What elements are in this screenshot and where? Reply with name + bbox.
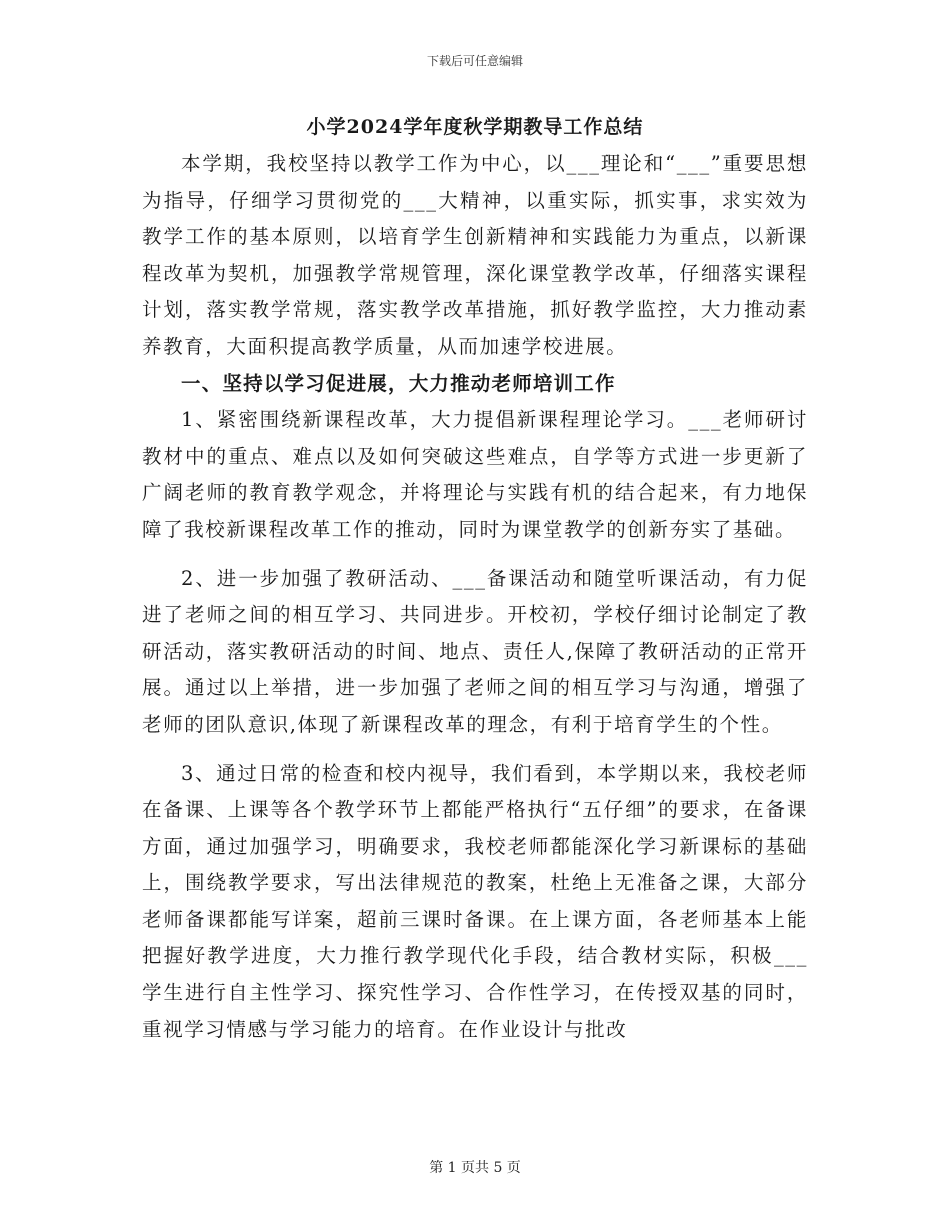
document-body <box>142 110 808 1048</box>
page-number: 第 1 页共 5 页 <box>429 1160 521 1176</box>
section-heading-1: 一、坚持以学习促进展，大力推动老师培训工作 <box>181 371 616 395</box>
document-title: 小学2024学年度秋学期教导工作总结 <box>306 116 644 138</box>
item-paragraph-1: 1、紧密围绕新课程改革，大力提倡新课程理论学习。___老师研讨教材中的重点、难点以及如何突破这些难点，自学等方式进一步更新了广阔老师的教育教学观念，并将理论与实践有机的结合起来，有力地保障了我校新课程改革工作的推动，同时为课堂教学的创新夯实了基础。 <box>142 408 808 541</box>
intro-paragraph: 本学期，我校坚持以教学工作为中心，以___理论和“___”重要思想为指导，仔细学习贯彻党的___大精神，以重实际，抓实事，求实效为教学工作的基本原则，以培育学生创新精神和实践能力为重点，以新课程改革为契机，加强教学常规管理，深化课堂教学改革，仔细落实课程计划，落实教学常规，落实教学改革措施，抓好教学监控，大力推动素养教育，大面积提高教学质量，从而加速学校进展。 <box>142 152 808 358</box>
item-paragraph-3: 3、通过日常的检查和校内视导，我们看到，本学期以来，我校老师在备课、上课等各个教学环节上都能严格执行“五仔细”的要求，在备课方面，通过加强学习，明确要求，我校老师都能深化学习新课标的基础上，围绕教学要求，写出法律规范的教案，杜绝上无准备之课，大部分老师备课都能写详案，超前三课时备课。在上课方面，各老师基本上能把握好教学进度，大力推行教学现代化手段，结合教材实际，积极___学生进行自主性学习、探究性学习、合作性学习，在传授双基的同时，重视学习情感与学习能力的培育。在作业设计与批改 <box>142 761 808 1041</box>
page-header-note: 下载后可任意编辑 <box>426 54 523 68</box>
item-paragraph-2: 2、进一步加强了教研活动、___备课活动和随堂听课活动，有力促进了老师之间的相互学习、共同进步。开校初，学校仔细讨论制定了教研活动，落实教研活动的时间、地点、责任人,保障了教研活动的正常开展。通过以上举措，进一步加强了老师之间的相互学习与沟通，增强了老师的团队意识,体现了新课程改革的理念，有利于培育学生的个性。 <box>142 566 808 736</box>
